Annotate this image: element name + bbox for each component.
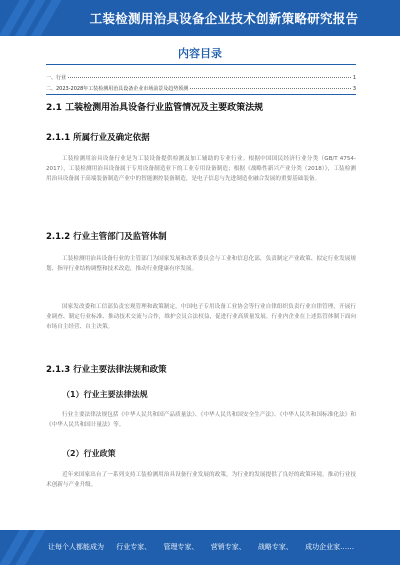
- toc-entry[interactable]: [46, 85, 356, 92]
- footer-slogan-item: 让每个人都能成为: [48, 543, 104, 551]
- footer-slogan-item: 成功企业家……: [305, 543, 355, 551]
- body-paragraph: 工装检测用治具设备行业的主管部门为国家发展和改革委员会与工业和信息化部，负责制定产业政策、拟定行业发展规划、指导行业结构调整和技术改造，推动行业健康有序发展。: [46, 256, 356, 272]
- report-header: [0, 0, 400, 36]
- body-paragraph: 行业主要法律法规包括《中华人民共和国产品质量法》、《中华人民共和国安全生产法》、《中华人民共和国标准化法》和《中华人民共和国计量法》等。: [46, 412, 356, 428]
- section-heading: 2.1 工装检测用治具设备行业监管情况及主要政策法规: [46, 103, 264, 113]
- toc-leader: [190, 88, 351, 89]
- footer-slogan-item: 营销专家、: [210, 543, 246, 551]
- toc-entry-label: 二、2023-2028年工装检测用治具设备企业市场前景及趋势预测: [46, 86, 189, 92]
- footer-slogan: [48, 542, 364, 552]
- body-paragraph: 工装检测用治具设备行业是为工装设备提供检测及加工辅助的专业行业。根据中国国民经济行业分类（GB/T 4754-2017），工装检测用治具设备属于专用设备制造业下的工业专用设备制造；根据《战略性新兴产业分类（2018）》，工装检测用治具设备属于高端装备制造产业中的智能测控装备制造，是电子信息与先进制造业融合发展的重要基础装备。: [46, 156, 356, 182]
- report-footer: [0, 530, 400, 565]
- footer-slogan-item: 管理专家、: [163, 543, 199, 551]
- body-paragraph: 国家发改委和工信部负责宏观管理和政策制定，中国电子专用设备工业协会等行业自律组织负责行业自律管理，开展行业调查、制定行业标准、推动技术交流与合作，维护会员合法权益，促进行业高质量发展。行业内企业在上述监管体制下面向市场自主经营、自主决策。: [46, 304, 356, 330]
- toc-entry-label: 一、行业: [46, 75, 67, 81]
- subsection-heading: （2）行业政策: [62, 449, 116, 458]
- report-title: 工装检测用治具设备企业技术创新策略研究报告: [89, 11, 359, 26]
- footer-slogan-item: 战略专家、: [257, 543, 293, 551]
- toc-divider: [46, 64, 356, 65]
- toc-divider: [46, 94, 356, 95]
- subsection-heading: （1）行业主要法律法规: [62, 390, 148, 399]
- toc-entry-page: 1: [352, 75, 356, 81]
- section-heading: 2.1.2 行业主管部门及监管体制: [46, 232, 167, 242]
- footer-slogan-item: 行业专家、: [116, 543, 152, 551]
- section-heading: 2.1.3 行业主要法律法规和政策: [46, 365, 167, 375]
- toc-leader: [68, 77, 351, 78]
- toc-entry-page: 3: [352, 86, 356, 92]
- section-heading: 2.1.1 所属行业及确定依据: [46, 133, 150, 143]
- body-paragraph: 近年来国家出台了一系列支持工装检测用治具设备行业发展的政策，为行业的发展提供了良好的政策环境，推动行业技术创新与产业升级。: [46, 472, 356, 488]
- toc-title: 内容目录: [178, 47, 222, 60]
- toc-entry[interactable]: [46, 74, 356, 81]
